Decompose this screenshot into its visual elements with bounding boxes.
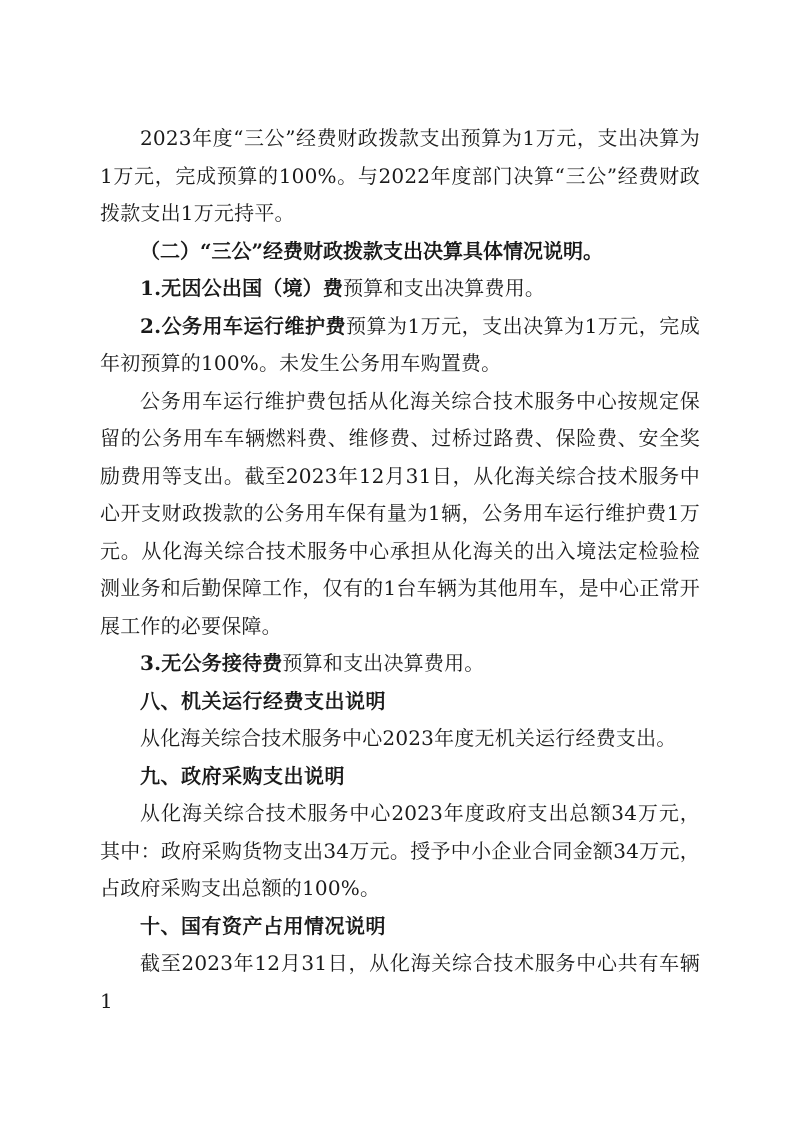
lead-reception: 3.无公务接待费 [140, 651, 283, 675]
lead-vehicle-maintenance: 2.公务用车运行维护费 [140, 313, 346, 338]
paragraph-operating-expenses: 从化海关综合技术服务中心2023年度无机关运行经费支出。 [140, 726, 677, 750]
section-heading-operating-expenses: 八、机关运行经费支出说明 [140, 688, 386, 713]
paragraph-overseas-travel [100, 270, 700, 308]
document-body [100, 120, 700, 1020]
lead-overseas-travel: 1.无因公出国（境）费 [140, 276, 344, 300]
section-heading-procurement: 九、政府采购支出说明 [140, 763, 345, 788]
text-vehicle-maintenance: 预算为1万元，支出决算为1万元，完成年初预算的100%。未发生公务用车购置费。 [100, 313, 700, 375]
paragraph-procurement: 从化海关综合技术服务中心2023年度政府支出总额34万元，其中：政府采购货物支出34万元。授予中小企业合同金额34万元，占政府采购支出总额的100%。 [100, 801, 700, 900]
text-reception: 预算和支出决算费用。 [282, 651, 485, 675]
paragraph-reception [100, 645, 700, 683]
paragraph-vehicle-maintenance [100, 308, 700, 383]
paragraph-state-assets: 截至2023年12月31日，从化海关综合技术服务中心共有车辆1 [100, 951, 700, 1013]
subsection-heading-three-public-details: （二）“三公”经费财政拨款支出决算具体情况说明。 [140, 238, 604, 263]
paragraph-vehicle-details: 公务用车运行维护费包括从化海关综合技术服务中心按规定保留的公务用车车辆燃料费、维修费、过桥过路费、保险费、安全奖励费用等支出。截至2023年12月31日，从化海关综合技术服务中心开支财政拨款的公务用车保有量为1辆，公务用车运行维护费1万元。从化海关综合技术服务中心承担从化海关的出入境法定检验检测业务和后勤保障工作，仅有的1台车辆为其他用车，是中心正常开展工作的必要保障。 [100, 388, 700, 638]
text-overseas-travel: 预算和支出决算费用。 [343, 276, 546, 300]
paragraph-three-public-budget: 2023年度“三公”经费财政拨款支出预算为1万元，支出决算为1万元，完成预算的100%。与2022年度部门决算“三公”经费财政拨款支出1万元持平。 [100, 126, 700, 225]
section-heading-state-assets: 十、国有资产占用情况说明 [140, 913, 386, 938]
